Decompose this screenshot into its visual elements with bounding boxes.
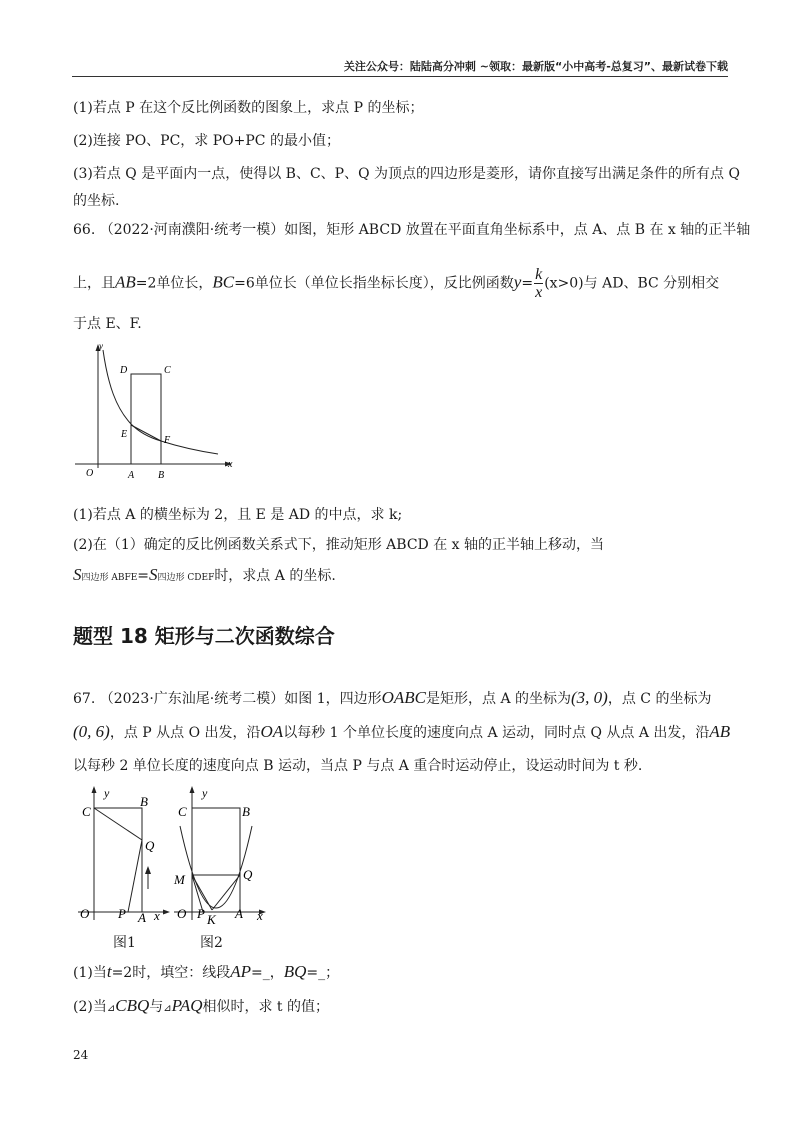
q66-text-d: 与 AD、BC 分别相交 (583, 275, 720, 292)
fig2-segment-mk (192, 875, 212, 910)
fig1-label-y: y (104, 786, 110, 800)
func-fraction (534, 266, 543, 301)
fig1-segment-qp (128, 840, 142, 912)
area-symbol-1: S (73, 565, 82, 584)
fig1-label-P: P (118, 906, 126, 921)
q67-text-d: ，点 P 从点 O 出发，沿 (109, 725, 261, 741)
q66-text-b: 单位长， (156, 275, 213, 292)
q67-sub2-c: 相似时，求 t 的值； (202, 999, 330, 1015)
c-coordinate: (0, 6) (73, 722, 110, 741)
q65-part3b: 的坐标. (73, 193, 120, 209)
q66-line1: 66. （2022·河南濮阳·统考一模）如图，矩形 ABCD 放置在平面直角坐标系中，点 A、点 B 在 x 轴的正半轴 (73, 222, 751, 238)
page-header: 关注公众号：陆陆高分冲刺 ~领取：最新版“小中高考-总复习”、最新试卷下载 (343, 60, 728, 73)
fig1-up-arrow-icon (145, 866, 151, 874)
q67-sub2 (73, 996, 728, 1019)
section-title: 题型 18 矩形与二次函数综合 (73, 624, 335, 648)
fig1-x-arrow-icon (163, 910, 170, 915)
q66-figure (70, 340, 240, 485)
fig2-label-C: C (178, 804, 187, 819)
segment-ef (131, 425, 161, 441)
q67-line3: 以每秒 2 单位长度的速度向点 B 运动，当点 P 与点 A 重合时运动停止，设运动时间为 t 秒. (73, 758, 643, 774)
q67-text-b: 是矩形，点 A 的坐标为 (426, 691, 572, 707)
triangle-icon-2: ⊿ (163, 1003, 172, 1014)
fig2-label-B: B (242, 804, 250, 819)
bc-value: =6 (234, 275, 255, 292)
func-condition: (x>0) (544, 275, 584, 292)
label-F: F (164, 435, 171, 446)
triangle-icon: ⊿ (106, 1003, 116, 1014)
fig2-label-P: P (197, 906, 205, 921)
area-eq: = (137, 568, 150, 584)
label-O: O (86, 468, 94, 479)
q65-part2: (2)连接 PO、PC，求 PO+PC 的最小值； (73, 133, 340, 149)
label-B: B (158, 470, 165, 481)
q66-text-a: 上，且 (73, 275, 115, 292)
q67-sub1-a: (1)当 (73, 965, 107, 981)
label-y: y (99, 341, 103, 351)
func-denominator: x (535, 284, 543, 301)
q66-sub1: (1)若点 A 的横坐标为 2，且 E 是 AD 的中点，求 k; (73, 507, 403, 523)
fig2-segment-kq (212, 875, 240, 910)
figure-1-caption: 图1 (113, 935, 136, 951)
fig2-label-A: A (235, 906, 243, 921)
q66-sub2: (2)在（1）确定的反比例函数关系式下，推动矩形 ABCD 在 x 轴的正半轴上移动，当 (73, 537, 605, 553)
func-eq: = (521, 275, 534, 292)
comma: ， (269, 965, 284, 981)
label-x: x (228, 459, 233, 470)
bq-blank: =_ (306, 965, 326, 981)
fig1-label-B: B (140, 794, 148, 809)
bc-symbol: BC (212, 272, 235, 292)
q65-part3a: (3)若点 Q 是平面内一点，使得以 B、C、P、Q 为顶点的四边形是菱形，请你直接写出满足条件的所有点 Q (73, 166, 740, 182)
q67-sub1-b: 时，填空：线段 (132, 965, 231, 981)
q67-sub1 (73, 962, 728, 983)
label-C: C (164, 365, 171, 376)
oa-symbol: OA (260, 722, 284, 741)
fig1-y-arrow-icon (92, 786, 97, 793)
area-symbol-2: S (149, 565, 158, 584)
figure-2-caption: 图2 (200, 935, 223, 951)
fig1-label-A: A (138, 910, 146, 922)
q67-figure-2 (172, 782, 277, 927)
fig2-label-O: O (177, 906, 187, 921)
label-D: D (120, 365, 128, 376)
fig2-label-x: x (257, 908, 263, 923)
fig2-parabola (180, 826, 252, 908)
label-A: A (128, 470, 135, 481)
area-sub-1: 四边形 ABFE (81, 573, 138, 583)
rectangle-abcd (131, 374, 161, 464)
q66-text-c: 单位长（单位长指坐标长度），反比例函数 (254, 275, 514, 292)
ab-symbol: AB (115, 272, 136, 292)
q67-sub2-b: 与 (149, 999, 164, 1015)
fig1-label-x: x (154, 908, 160, 922)
q66-line2 (73, 266, 728, 301)
q67-sub1-c: ； (325, 965, 340, 981)
ap-blank: =_ (251, 965, 270, 981)
q67-text-e: 以每秒 1 个单位长度的速度向点 A 运动，同时点 Q 从点 A 出发，沿 (283, 725, 710, 741)
q66-sub2-condition (73, 565, 728, 588)
fig2-rectangle (192, 808, 240, 912)
fig2-label-Q: Q (243, 867, 253, 882)
fig1-segment-cq (94, 808, 142, 840)
header-divider (72, 76, 728, 77)
page-number: 24 (73, 1048, 89, 1062)
paq-symbol: PAQ (171, 996, 203, 1015)
q67-text-c: ，点 C 的坐标为 (607, 691, 712, 707)
label-E: E (121, 429, 128, 440)
fig2-label-y: y (202, 786, 208, 800)
t-value: =2 (111, 965, 133, 981)
func-numerator: k (535, 266, 543, 283)
q67-figure-1 (72, 782, 172, 922)
bq-symbol: BQ (283, 962, 307, 981)
fig1-label-C: C (82, 804, 91, 819)
area-sub-2: 四边形 CDEF (157, 573, 215, 583)
q65-part1: (1)若点 P 在这个反比例函数的图象上，求点 P 的坐标； (73, 100, 424, 116)
fig1-label-O: O (80, 906, 90, 921)
oabc-symbol: OABC (381, 688, 426, 707)
cbq-symbol: CBQ (115, 996, 150, 1015)
ap-symbol: AP (230, 962, 251, 981)
q67-sub2-a: (2)当 (73, 999, 107, 1015)
q67-line1 (73, 688, 728, 709)
func-y: y (513, 272, 522, 292)
area-tail: 时，求点 A 的坐标. (214, 568, 336, 584)
t-symbol: t (106, 962, 112, 981)
fig2-label-K: K (207, 912, 216, 927)
fig1-label-Q: Q (145, 838, 155, 853)
q67-text-a: 67. （2023·广东汕尾·统考二模）如图 1，四边形 (73, 691, 382, 707)
fig2-label-M: M (174, 872, 185, 887)
q67-line2 (73, 722, 731, 743)
q66-line3: 于点 E、F. (73, 316, 142, 332)
fig2-y-arrow-icon (190, 786, 195, 793)
ab-symbol-2: AB (709, 722, 731, 741)
a-coordinate: (3, 0) (571, 688, 608, 707)
ab-value: =2 (135, 275, 157, 292)
